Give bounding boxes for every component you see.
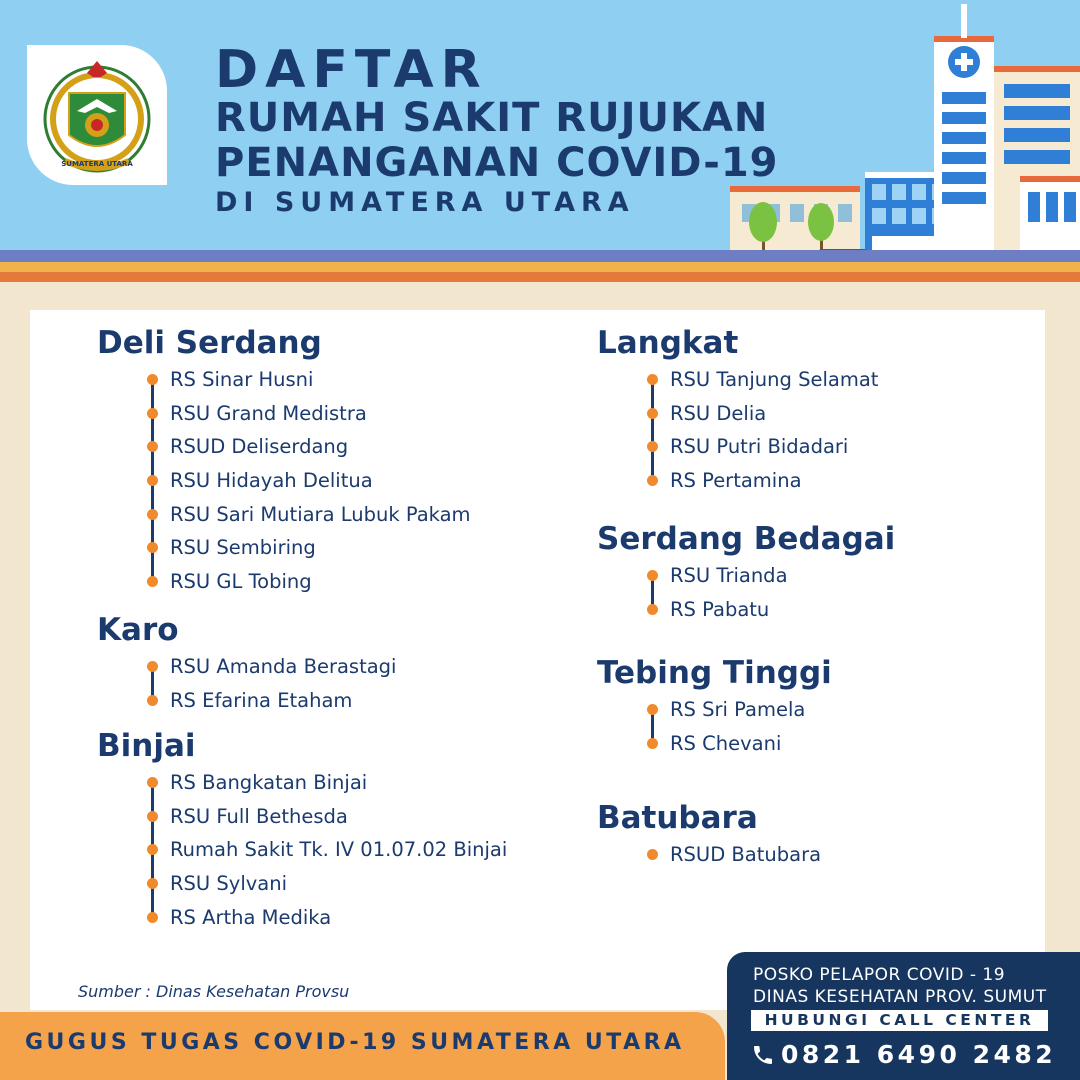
title-rumah-sakit: RUMAH SAKIT RUJUKAN [215, 95, 769, 141]
stripe-orange [0, 272, 1080, 282]
list-item: RSU Grand Medistra [147, 397, 471, 431]
region-title: Batubara [597, 800, 758, 836]
call-center-text: HUBUNGI CALL CENTER [764, 1011, 1035, 1029]
list-item: RSUD Deliserdang [147, 430, 471, 464]
contact-box [727, 952, 1080, 1080]
hospital-list [147, 650, 396, 717]
region-title: Serdang Bedagai [597, 521, 896, 557]
hospital-list [647, 363, 878, 498]
title-penanganan: PENANGANAN COVID-19 [215, 140, 779, 186]
title-daftar: DAFTAR [215, 40, 488, 100]
phone-icon [751, 1043, 775, 1067]
list-item: RSU Delia [647, 397, 878, 431]
contact-line2: DINAS KESEHATAN PROV. SUMUT [753, 987, 1047, 1007]
list-item: RSUD Batubara [647, 838, 821, 872]
list-item: RS Pabatu [647, 593, 895, 627]
region-title: Karo [97, 612, 179, 648]
contact-line1: POSKO PELAPOR COVID - 19 [753, 965, 1006, 985]
list-item: RS Sinar Husni [147, 363, 471, 397]
hospital-list [147, 363, 471, 599]
call-center-label [751, 1010, 1048, 1031]
region-group-deli-serdang [97, 325, 471, 599]
list-item: RSU GL Tobing [147, 565, 471, 599]
region-group-binjai [97, 728, 507, 934]
provincial-emblem-icon [39, 53, 155, 177]
stripe-gold [0, 262, 1080, 272]
title-location: DI SUMATERA UTARA [215, 187, 635, 218]
list-item: RSU Full Bethesda [147, 800, 507, 834]
logo-card [27, 45, 167, 185]
list-item: RSU Trianda [647, 559, 895, 593]
region-group-tebing-tinggi [597, 655, 832, 760]
hospital-list [647, 693, 832, 760]
list-item: RS Pertamina [647, 464, 878, 498]
list-item: RS Sri Pamela [647, 693, 832, 727]
hospital-list [647, 838, 821, 872]
hospital-list [147, 766, 507, 934]
footer-banner [0, 1012, 725, 1080]
region-group-karo [97, 612, 396, 717]
region-group-langkat [597, 325, 878, 498]
svg-text:SUMATERA UTARA: SUMATERA UTARA [61, 160, 133, 168]
list-item: RSU Putri Bidadari [647, 430, 878, 464]
region-title: Deli Serdang [97, 325, 322, 361]
list-item: RSU Sembiring [147, 531, 471, 565]
region-group-serdang-bedagai [597, 521, 895, 626]
region-group-batubara [597, 800, 821, 872]
list-item: RSU Hidayah Delitua [147, 464, 471, 498]
hospital-building-icon [720, 0, 1080, 262]
header-banner [0, 0, 1080, 262]
stripe-blue [0, 250, 1080, 262]
footer-label: GUGUS TUGAS COVID-19 SUMATERA UTARA [25, 1030, 685, 1055]
list-item: RSU Tanjung Selamat [647, 363, 878, 397]
list-item: RS Bangkatan Binjai [147, 766, 507, 800]
region-title: Langkat [597, 325, 739, 361]
hospital-list [647, 559, 895, 626]
list-item: Rumah Sakit Tk. IV 01.07.02 Binjai [147, 833, 507, 867]
phone-number: 0821 6490 2482 [781, 1040, 1057, 1069]
region-title: Binjai [97, 728, 196, 764]
list-item: RS Chevani [647, 727, 832, 761]
list-item: RSU Sari Mutiara Lubuk Pakam [147, 498, 471, 532]
list-item: RS Artha Medika [147, 901, 507, 935]
list-item: RSU Amanda Berastagi [147, 650, 396, 684]
list-item: RS Efarina Etaham [147, 684, 396, 718]
phone-number-link[interactable] [751, 1038, 1061, 1072]
region-title: Tebing Tinggi [597, 655, 832, 691]
source-note: Sumber : Dinas Kesehatan Provsu [78, 982, 350, 1001]
list-item: RSU Sylvani [147, 867, 507, 901]
